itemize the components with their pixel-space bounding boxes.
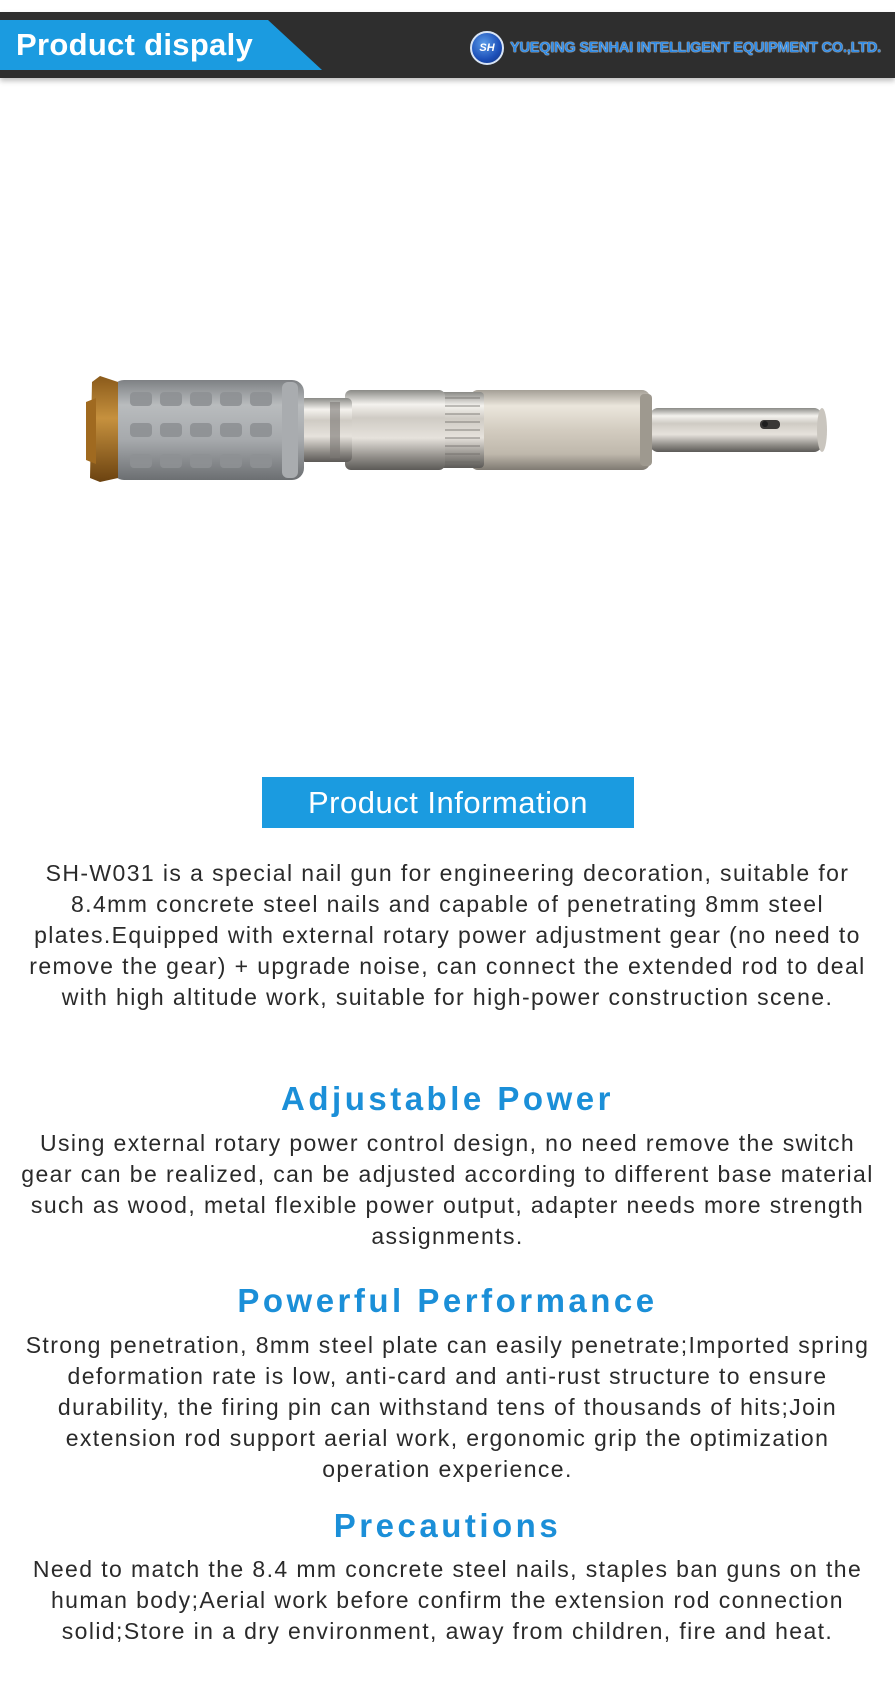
product-information-label: Product Information bbox=[307, 784, 589, 820]
company-logo-icon: SH bbox=[470, 31, 504, 65]
section-title-precautions: Precautions bbox=[333, 1507, 562, 1544]
product-information-heading bbox=[262, 777, 634, 828]
company-name: YUEQING SENHAI INTELLIGENT EQUIPMENT CO.,LTD. bbox=[510, 40, 881, 56]
section-title-powerful-performance: Powerful Performance bbox=[237, 1282, 658, 1319]
intro-paragraph: SH-W031 is a special nail gun for engineering decoration, suitable for 8.4mm concrete steel nails and capable of penetrating 8mm steel plates.Equipped with external rotary power adjustment gear (no need to remove the gear) + upgrade noise, can connect the extended rod to deal with high altitude work, suitable for high-power construction scene. bbox=[29, 860, 866, 1010]
product-image bbox=[0, 80, 895, 760]
company-brand bbox=[470, 28, 881, 68]
section-body-powerful-performance: Strong penetration, 8mm steel plate can easily penetrate;Imported spring deformation rate is low, anti-card and anti-rust structure to ensure durability, the firing pin can withstand tens of thousands of hits;Join extension rod support aerial work, ergonomic grip the optimization operation experience. bbox=[25, 1332, 870, 1482]
page-title: Product dispaly bbox=[16, 27, 254, 62]
section-title-adjustable-power: Adjustable Power bbox=[281, 1080, 614, 1117]
section-body-precautions: Need to match the 8.4 mm concrete steel nails, staples ban guns on the human body;Aerial work before confirm the extension rod connection solid;Store in a dry environment, away from children, fire and heat. bbox=[32, 1556, 863, 1644]
nail-gun-illustration bbox=[0, 80, 895, 760]
section-body-adjustable-power: Using external rotary power control design, no need remove the switch gear can be realized, can be adjusted according to different base material such as wood, metal flexible power output, adapter needs more strength assignments. bbox=[21, 1130, 874, 1249]
